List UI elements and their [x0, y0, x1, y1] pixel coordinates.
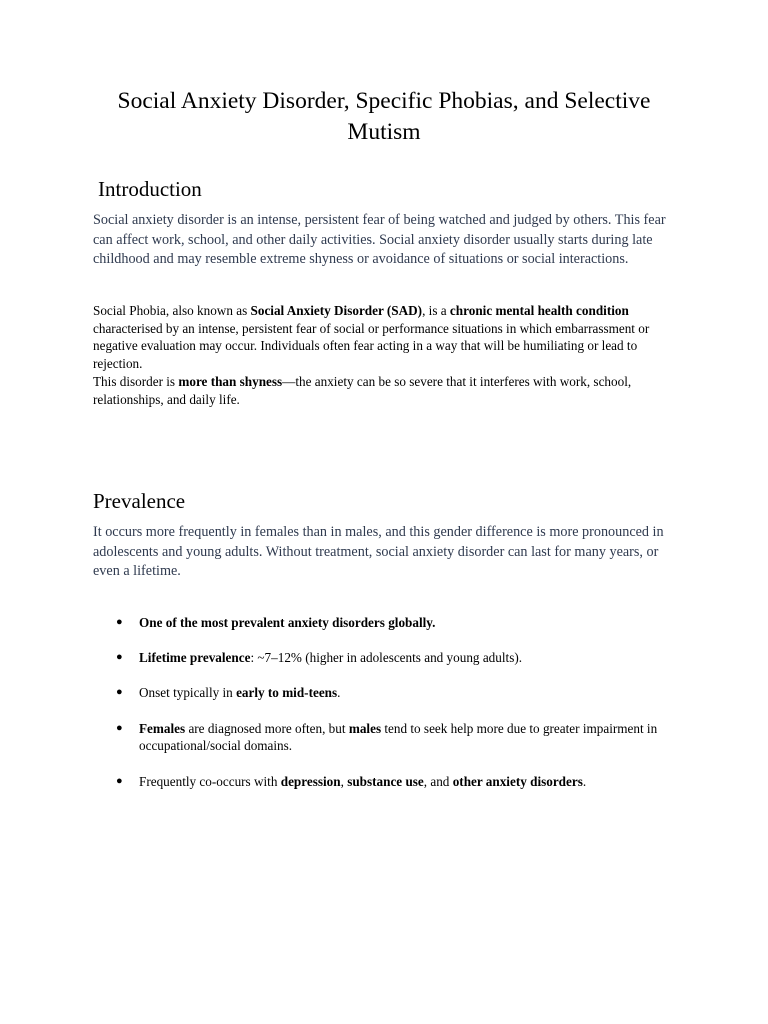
- bold-term: chronic mental health condition: [449, 303, 629, 318]
- prevalence-heading: Prevalence: [93, 489, 186, 513]
- bold-term: early to mid-teens: [236, 685, 338, 701]
- document-title: Social Anxiety Disorder, Specific Phobias, and Selective Mutism: [117, 88, 651, 145]
- text-run: —the anxiety can be so severe that it interferes with work, school, relationships, and daily life.: [93, 373, 632, 407]
- bold-term: Females: [139, 720, 186, 736]
- text-run: , and: [423, 773, 453, 789]
- bold-term: One of the most prevalent anxiety disorders globally.: [139, 615, 436, 630]
- prevalence-bullet-list: [93, 614, 683, 790]
- text-run: ,: [340, 773, 348, 789]
- bullet-icon: ●: [116, 774, 123, 787]
- text-run: .: [337, 685, 341, 701]
- bold-term: males: [348, 720, 382, 736]
- prevalence-paragraph: It occurs more frequently in females than in males, and this gender difference is more pronounced in adolescents and young adults. Without treatment, social anxiety disorder can last for many years, or even a lifetime.: [93, 524, 664, 580]
- text-run: Onset typically in: [139, 685, 237, 701]
- text-run: characterised by an intense, persistent fear of social or performance situations in which embarrassment or negative evaluation may occur. Individuals often fear acting in a way that will be humiliating or lead to rejection.: [93, 320, 650, 372]
- bullet-icon: ●: [116, 651, 123, 664]
- social-phobia-paragraph: [93, 302, 683, 408]
- text-run: : ~7–12% (higher in adolescents and young adults).: [250, 650, 523, 666]
- bold-term: depression: [280, 773, 341, 789]
- list-item: [93, 720, 683, 755]
- bold-term: Lifetime prevalence: [139, 650, 251, 666]
- bold-term: more than shyness: [178, 373, 283, 389]
- text-run: are diagnosed more often, but: [185, 720, 349, 736]
- text-run: .: [582, 773, 587, 789]
- introduction-paragraph: Social anxiety disorder is an intense, persistent fear of being watched and judged by others. This fear can affect work, school, and other daily activities. Social anxiety disorder usually starts during late childhood and may resemble extreme shyness or avoidance of situations or social interactions.: [93, 212, 666, 268]
- list-item: [93, 614, 683, 632]
- list-item: [93, 649, 683, 667]
- bold-term: other anxiety disorders: [452, 773, 583, 789]
- bullet-icon: ●: [116, 721, 123, 734]
- text-run: This disorder is: [93, 373, 179, 389]
- bullet-icon: ●: [116, 686, 123, 699]
- bullet-icon: ●: [116, 616, 123, 628]
- list-item: [93, 684, 683, 702]
- bold-term: substance use: [347, 773, 424, 789]
- bold-term: Social Anxiety Disorder (SAD): [250, 303, 423, 318]
- list-item: [93, 773, 683, 791]
- introduction-heading: Introduction: [98, 177, 202, 201]
- text-run: Frequently co-occurs with: [139, 773, 281, 789]
- text-run: , is a: [422, 303, 450, 318]
- text-run: Social Phobia, also known as: [93, 303, 251, 318]
- text-run: tend to seek help more due to greater impairment in occupational/social domains.: [139, 720, 658, 754]
